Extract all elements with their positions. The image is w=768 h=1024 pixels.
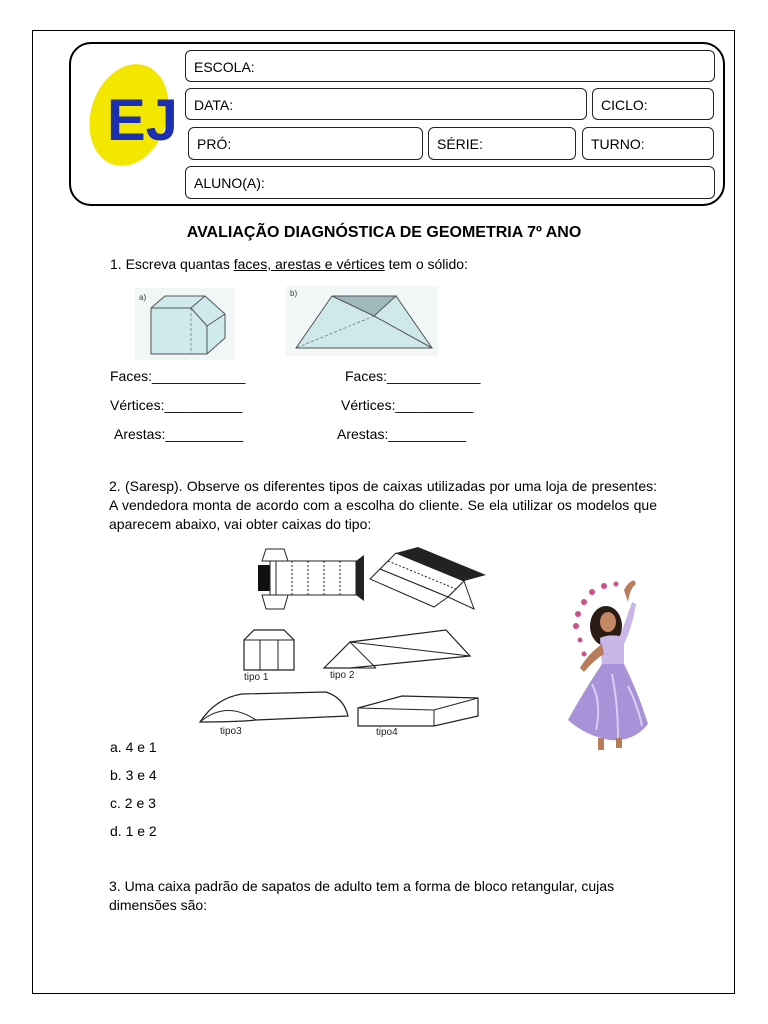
q2-option-b: b. 3 e 4	[110, 767, 157, 783]
solid-a-image	[135, 288, 235, 360]
aluno-field[interactable]: ALUNO(A):	[185, 166, 715, 199]
svg-text:tipo 1: tipo 1	[244, 672, 269, 683]
q1-faces-b: Faces:____________	[345, 368, 481, 384]
svg-text:tipo3: tipo3	[220, 726, 242, 737]
box-types-1-2-image	[238, 626, 488, 682]
school-logo	[82, 60, 177, 170]
data-field[interactable]: DATA:	[185, 88, 587, 120]
escola-field[interactable]: ESCOLA:	[185, 50, 715, 82]
serie-field[interactable]: SÉRIE:	[428, 127, 576, 160]
pro-field[interactable]: PRÓ:	[188, 127, 423, 160]
q1-faces-a: Faces:____________	[110, 368, 246, 384]
ciclo-field[interactable]: CICLO:	[592, 88, 714, 120]
q2-option-d: d. 1 e 2	[110, 823, 157, 839]
box-nets-image	[258, 547, 488, 613]
svg-text:a): a)	[139, 293, 147, 302]
q1-vertices-a: Vértices:__________	[110, 397, 243, 413]
q1-arestas-b: Arestas:__________	[337, 426, 467, 442]
q1-arestas-a: Arestas:__________	[114, 426, 244, 442]
q3-prompt: 3. Uma caixa padrão de sapatos de adulto tem a forma de bloco retangular, cujas dimensões são:	[109, 878, 615, 913]
q2-option-c: c. 2 e 3	[110, 795, 156, 811]
svg-text:b): b)	[290, 289, 298, 298]
svg-text:tipo4: tipo4	[376, 727, 398, 738]
q1-prompt: 1. Escreva quantas faces, arestas e vértices tem o sólido:	[110, 256, 468, 272]
svg-text:EJ: EJ	[107, 88, 178, 153]
box-types-3-4-image	[196, 686, 480, 738]
character-illustration	[562, 574, 654, 760]
q2-option-a: a. 4 e 1	[110, 739, 157, 755]
svg-text:tipo 2: tipo 2	[330, 670, 355, 681]
q1-vertices-b: Vértices:__________	[341, 397, 474, 413]
q2-prompt: 2. (Saresp). Observe os diferentes tipos de caixas utilizadas por uma loja de presentes: A vendedora monta de acordo com a escolha do cliente. Se ela utilizar os modelos que aparecem abaixo, vai obter caixas do tipo:	[109, 478, 657, 532]
turno-field[interactable]: TURNO:	[582, 127, 714, 160]
page-title: AVALIAÇÃO DIAGNÓSTICA DE GEOMETRIA 7º ANO	[186, 224, 582, 241]
solid-b-image	[286, 286, 438, 356]
